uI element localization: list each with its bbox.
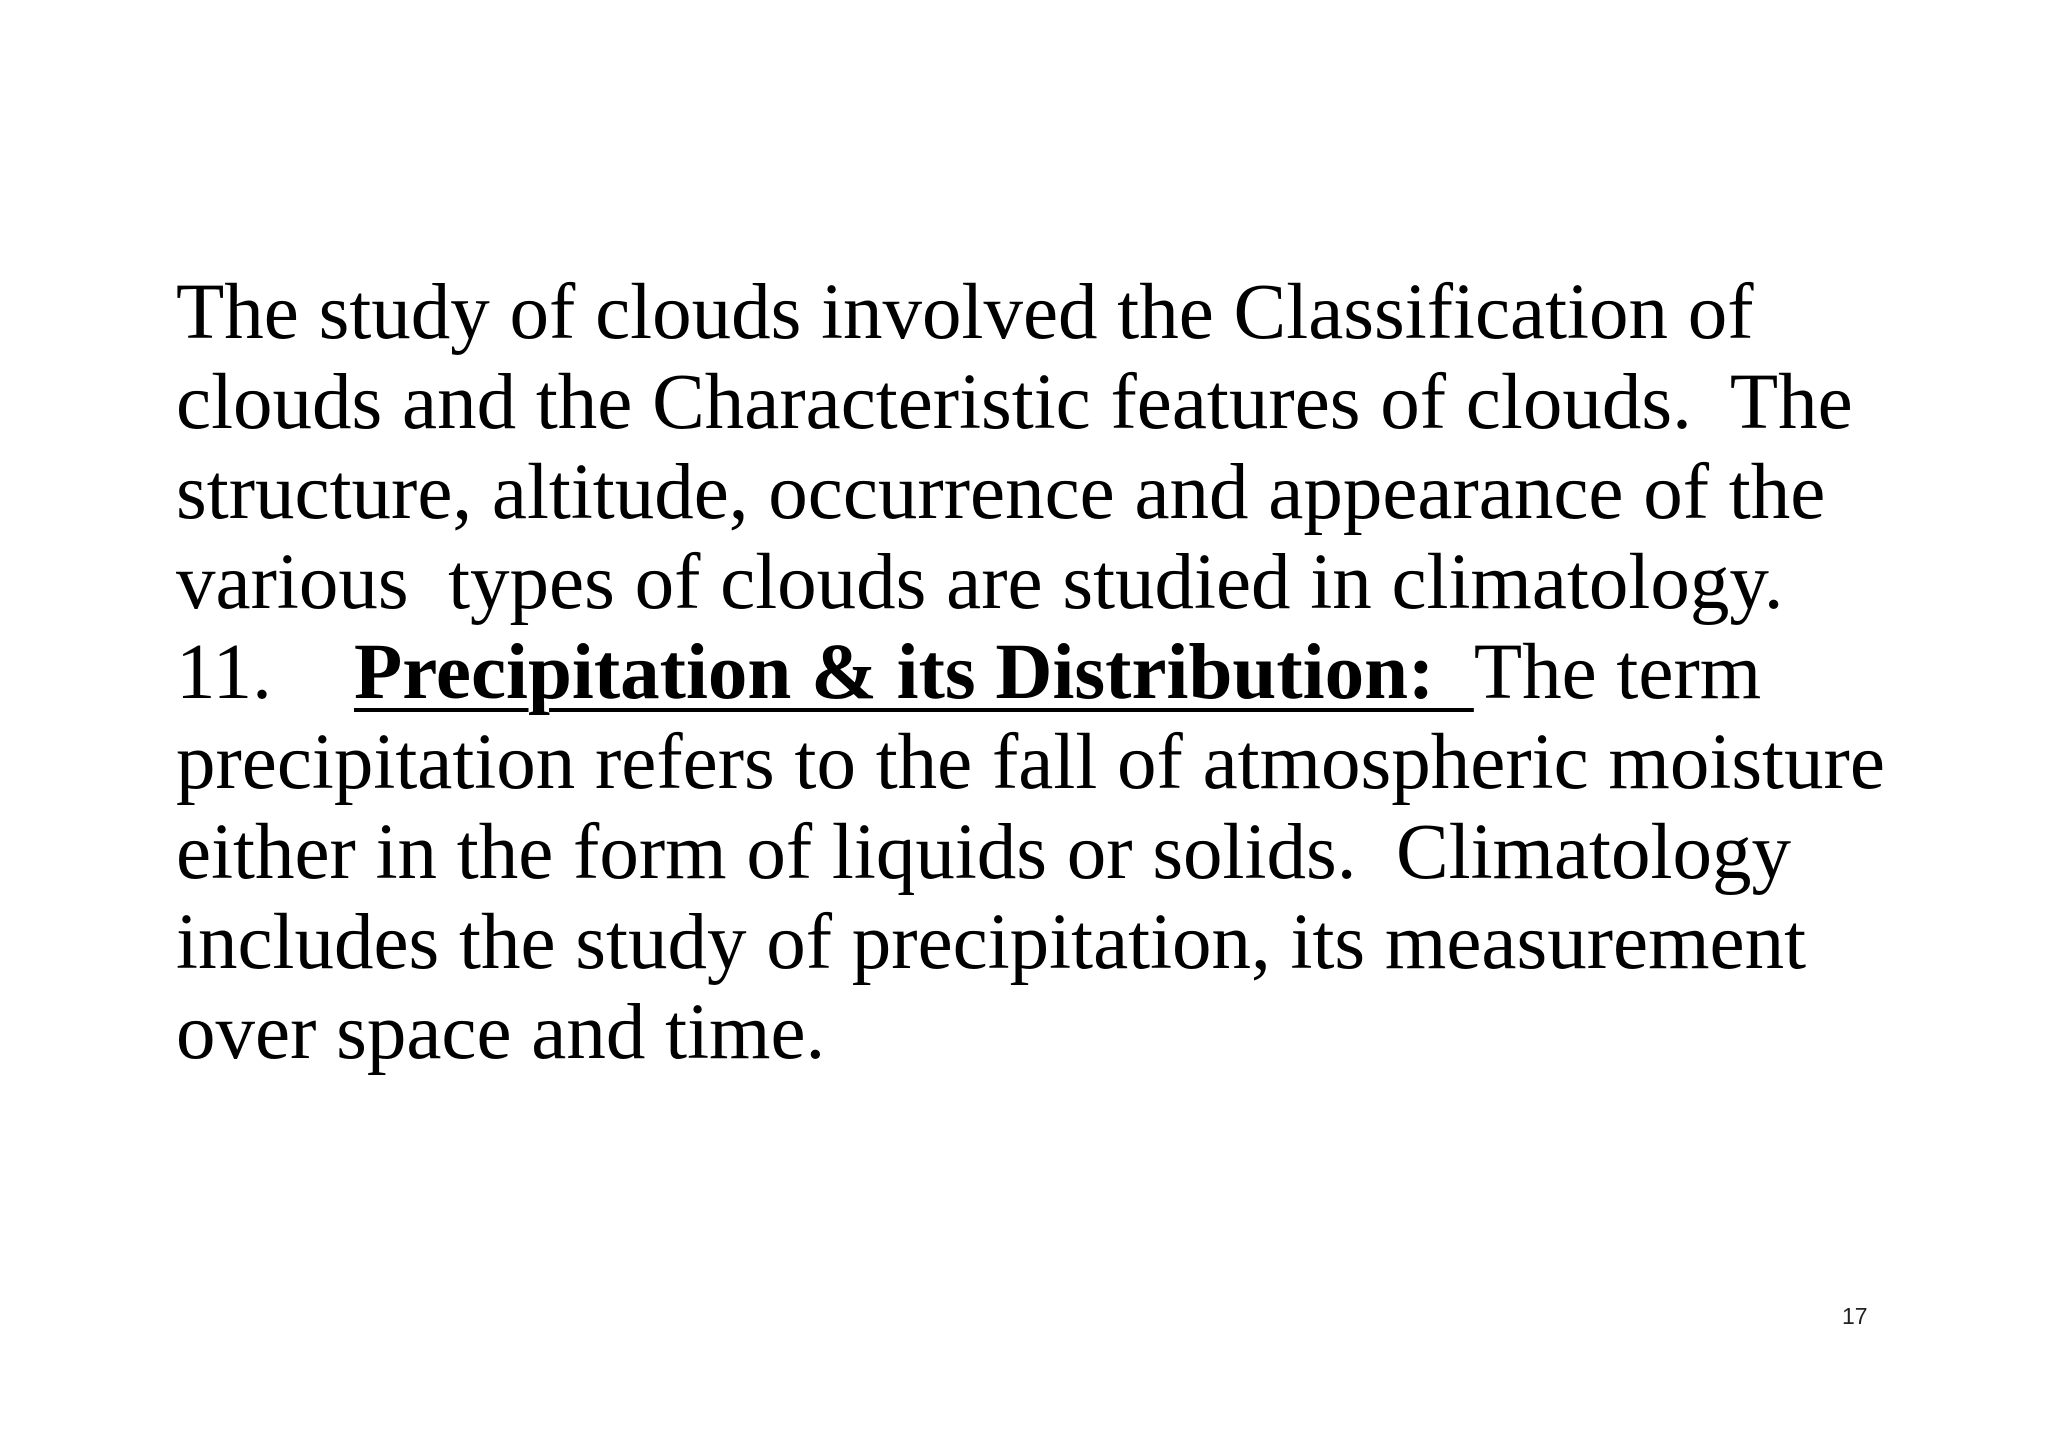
paragraph-line: various types of clouds are studied in climatology. [176, 539, 1784, 626]
paragraph-line: The study of clouds involved the Classification of [176, 269, 1754, 356]
section-number: 11. [176, 629, 272, 716]
paragraph-line: structure, altitude, occurrence and appearance of the [176, 449, 1826, 536]
paragraph-line: either in the form of liquids or solids. Climatology [176, 809, 1791, 896]
paragraph-line: precipitation refers to the fall of atmospheric moisture [176, 719, 1885, 806]
section-first-text: The term [1473, 629, 1762, 716]
paragraph-line: over space and time. [176, 989, 826, 1076]
page-number: 17 [1842, 1303, 1868, 1329]
paragraph-line: clouds and the Characteristic features of clouds. The [176, 359, 1853, 446]
body-text [176, 268, 1976, 1078]
section-heading: Precipitation & its Distribution: [354, 629, 1474, 716]
paragraph-line: includes the study of precipitation, its measurement [176, 899, 1807, 986]
section-heading-line [176, 628, 1976, 718]
